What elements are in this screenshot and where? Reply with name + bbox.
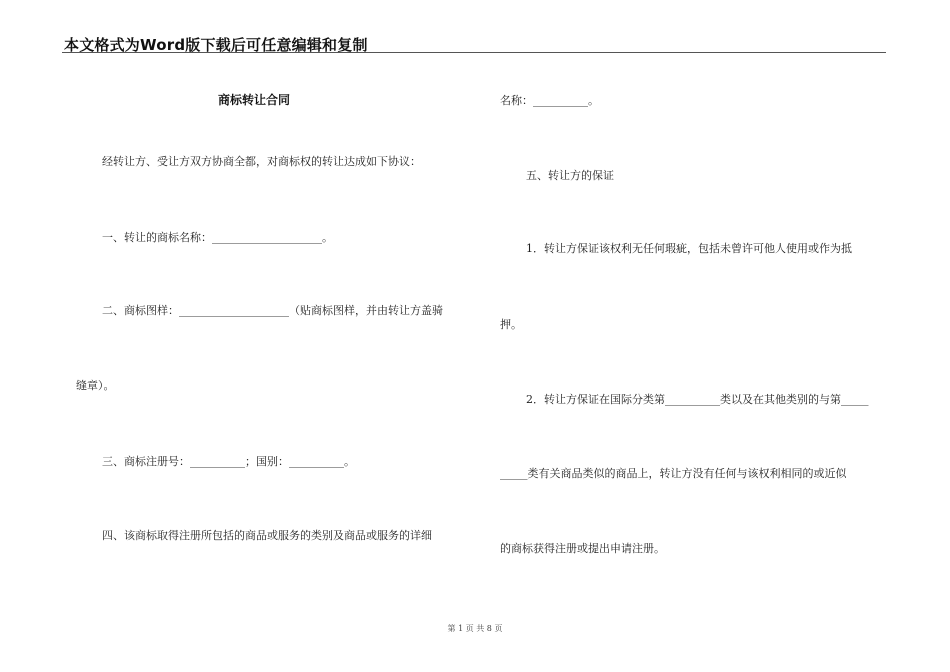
- clause-2-line-1: 二、商标图样：____________________（贴商标图样，并由转让方盖骑: [102, 304, 443, 317]
- guarantee-1-line-2: 押。: [500, 318, 522, 331]
- guarantee-1-line-1: 1．转让方保证该权利无任何瑕疵，包括未曾许可他人使用或作为抵: [526, 242, 852, 255]
- contract-title: 商标转让合同: [218, 93, 291, 107]
- clause-2-line-2: 缝章）。: [76, 379, 115, 392]
- section-5-heading: 五、转让方的保证: [526, 169, 614, 182]
- header-divider: [62, 52, 886, 53]
- clause-1-trademark-name: 一、转让的商标名称：____________________。: [102, 231, 333, 244]
- guarantee-2-line-3: 的商标获得注册或提出申请注册。: [500, 542, 665, 555]
- guarantee-2-line-2: _____类有关商品类似的商品上，转让方没有任何与该权利相同的或近似: [500, 467, 847, 480]
- page-number-footer: 第 1 页 共 8 页: [447, 624, 503, 633]
- clause-3-registration-number: 三、商标注册号：__________；国别：__________。: [102, 455, 355, 468]
- document-header-title: 本文格式为Word版下载后可任意编辑和复制: [64, 36, 368, 54]
- intro-paragraph: 经转让方、受让方双方协商全都，对商标权的转让达成如下协议：: [102, 155, 421, 168]
- clause-4-line-1: 四、该商标取得注册所包括的商品或服务的类别及商品或服务的详细: [102, 529, 432, 542]
- goods-name-line: 名称：__________。: [500, 94, 599, 107]
- guarantee-2-line-1: 2．转让方保证在国际分类第__________类以及在其他类别的与第_____: [526, 393, 869, 406]
